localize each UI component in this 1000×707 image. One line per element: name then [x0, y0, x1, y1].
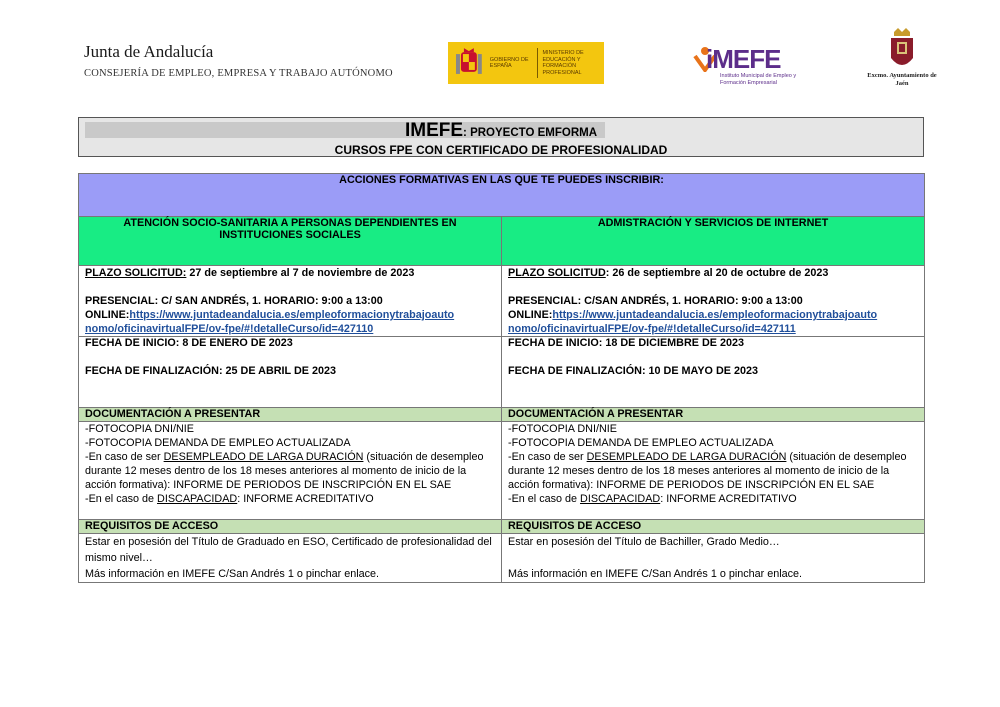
- fechas-cell-2: [502, 337, 925, 408]
- req-info: Más información en IMEFE C/San Andrés 1 o pinchar enlace.: [508, 568, 803, 580]
- doc-text: : INFORME ACREDITATIVO: [237, 493, 374, 505]
- doc-underlined: DESEMPLEADO DE LARGA DURACIÓN: [163, 451, 364, 463]
- req-header-1: REQUISITOS DE ACCESO: [79, 520, 502, 534]
- course-link-1[interactable]: https://www.juntadeandalucia.es/empleoformacionytrabajoauto: [129, 309, 455, 321]
- doc-text: (situación de desempleo durante 12 meses dentro de los 18 meses anteriores al momento de inicio de la acción formativa): INFORME DE PERIODOS DE INSCRIPCIÓN EN EL SAE: [85, 451, 484, 491]
- course-link-2-cont[interactable]: nomo/oficinavirtualFPE/ov-fpe/#!detalleCurso/id=427111: [508, 323, 796, 335]
- junta-subtitle: CONSEJERÍA DE EMPLEO, EMPRESA Y TRABAJO AUTÓNOMO: [84, 68, 393, 79]
- doc-text: -En el caso de: [508, 493, 581, 505]
- doc-dni: -FOTOCOPIA DNI/NIE: [508, 423, 617, 435]
- doc-underlined: DESEMPLEADO DE LARGA DURACIÓN: [586, 451, 787, 463]
- fecha-inicio: FECHA DE INICIO: 8 DE ENERO DE 2023: [85, 337, 293, 349]
- req-text: Estar en posesión del Título de Graduado en ESO, Certificado de profesionalidad del mismo nivel…: [85, 536, 492, 564]
- page-title: [79, 120, 923, 142]
- doc-desempleado: [508, 450, 918, 492]
- junta-title: Junta de Andalucía: [84, 42, 214, 61]
- plazo-label: PLAZO SOLICITUD: [508, 267, 606, 279]
- logo-divider: [537, 48, 538, 78]
- online-label: ONLINE:: [85, 309, 130, 321]
- online-label: ONLINE:: [508, 309, 553, 321]
- jaen-text: Excmo. Ayuntamiento de Jaén: [867, 72, 937, 87]
- courses-table: [78, 173, 925, 583]
- doc-demanda: -FOTOCOPIA DEMANDA DE EMPLEO ACTUALIZADA: [85, 437, 351, 449]
- junta-andalucia-logo: [84, 42, 393, 79]
- gobierno-espana-logo: [448, 42, 604, 84]
- fecha-inicio: FECHA DE INICIO: 18 DE DICIEMBRE DE 2023: [508, 337, 744, 349]
- doc-desempleado: [85, 450, 495, 492]
- req-info: Más información en IMEFE C/San Andrés 1 o pinchar enlace.: [85, 568, 380, 580]
- imefe-wordmark: iMEFE: [706, 44, 781, 74]
- fechas-cell-1: [79, 337, 502, 408]
- doc-underlined: DISCAPACIDAD: [580, 493, 661, 505]
- req-header-2: REQUISITOS DE ACCESO: [502, 520, 925, 534]
- plazo-cell-1: [79, 266, 502, 337]
- plazo-dates: : 26 de septiembre al 20 de octubre de 2023: [605, 267, 829, 279]
- course-name-2: ADMISTRACIÓN Y SERVICIOS DE INTERNET: [502, 217, 925, 266]
- req-text: Estar en posesión del Título de Bachiller, Grado Medio…: [508, 536, 780, 548]
- title-box: [78, 117, 924, 157]
- plazo-cell-2: [502, 266, 925, 337]
- doc-discapacidad: [508, 492, 918, 506]
- doc-text: -En el caso de: [85, 493, 158, 505]
- plazo-label: PLAZO SOLICITUD:: [85, 267, 187, 279]
- title-project: : PROYECTO EMFORMA: [463, 127, 598, 139]
- doc-discapacidad: [85, 492, 495, 506]
- plazo-dates: 27 de septiembre al 7 de noviembre de 2023: [186, 267, 415, 279]
- imefe-logo: [692, 44, 804, 88]
- doc-underlined: DISCAPACIDAD: [157, 493, 238, 505]
- presencial-text: PRESENCIAL: C/SAN ANDRÉS, 1. HORARIO: 9:00 a 13:00: [508, 295, 803, 307]
- doc-demanda: -FOTOCOPIA DEMANDA DE EMPLEO ACTUALIZADA: [508, 437, 774, 449]
- ayuntamiento-jaen-logo: [862, 28, 942, 94]
- req-cell-2: [502, 534, 925, 583]
- docs-header-2: DOCUMENTACIÓN A PRESENTAR: [502, 408, 925, 422]
- title-imefe: IMEFE: [404, 120, 464, 141]
- doc-text: -En caso de ser: [508, 451, 587, 463]
- fecha-fin: FECHA DE FINALIZACIÓN: 10 DE MAYO DE 2023: [508, 365, 758, 377]
- gobierno-text: GOBIERNO DE ESPAÑA: [489, 56, 529, 69]
- doc-text: : INFORME ACREDITATIVO: [660, 493, 797, 505]
- docs-cell-2: [502, 422, 925, 520]
- table-heading: ACCIONES FORMATIVAS EN LAS QUE TE PUEDES INSCRIBIR:: [79, 174, 925, 217]
- docs-cell-1: [79, 422, 502, 520]
- presencial-text: PRESENCIAL: C/ SAN ANDRÉS, 1. HORARIO: 9:00 a 13:00: [85, 295, 383, 307]
- docs-header-1: DOCUMENTACIÓN A PRESENTAR: [79, 408, 502, 422]
- course-link-1-cont[interactable]: nomo/oficinavirtualFPE/ov-fpe/#!detalleCurso/id=427110: [85, 323, 374, 335]
- req-cell-1: [79, 534, 502, 583]
- imefe-subtitle: Instituto Municipal de Empleo y Formación Empresarial: [720, 73, 797, 86]
- course-link-2[interactable]: https://www.juntadeandalucia.es/empleoformacionytrabajoauto: [552, 309, 878, 321]
- page-subtitle: CURSOS FPE CON CERTIFICADO DE PROFESIONALIDAD: [334, 143, 668, 157]
- doc-text: -En caso de ser: [85, 451, 164, 463]
- fecha-fin: FECHA DE FINALIZACIÓN: 25 DE ABRIL DE 2023: [85, 365, 336, 377]
- jaen-crest-icon: [886, 28, 918, 72]
- spain-coat-of-arms-icon: [454, 46, 484, 80]
- doc-dni: -FOTOCOPIA DNI/NIE: [85, 423, 194, 435]
- ministerio-text: MINISTERIO DE EDUCACIÓN Y FORMACIÓN PROFESIONAL: [542, 50, 584, 76]
- doc-text: (situación de desempleo durante 12 meses dentro de los 18 meses anteriores al momento de inicio de la acción formativa): INFORME DE PERIODOS DE INSCRIPCIÓN EN EL SAE: [508, 451, 907, 491]
- course-name-1: ATENCIÓN SOCIO-SANITARIA A PERSONAS DEPENDIENTES EN INSTITUCIONES SOCIALES: [79, 217, 502, 266]
